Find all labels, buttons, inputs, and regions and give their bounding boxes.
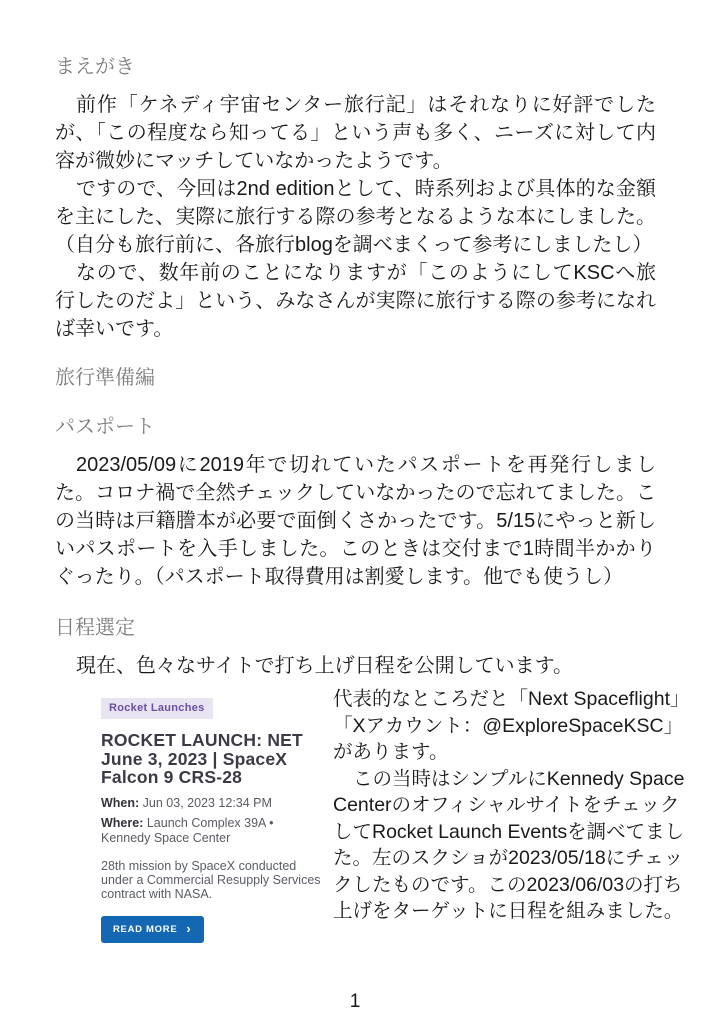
- preface-paragraph-1: 前作「ケネディ宇宙センター旅行記」はそれなりに好評でしたが、「この程度なら知ってる」という声も多く、ニーズに対して内容が微妙にマッチしていなかったようです。: [55, 94, 656, 172]
- preface-heading: まえがき: [55, 56, 135, 78]
- when-value: Jun 03, 2023 12:34 PM: [142, 795, 272, 810]
- schedule-text-column: [333, 686, 689, 925]
- schedule-media-row: [55, 686, 689, 974]
- where-value: Launch Complex 39A • Kennedy Space Center: [101, 815, 274, 845]
- schedule-heading: 日程選定: [55, 617, 135, 639]
- launch-where: [101, 816, 297, 846]
- passport-heading: パスポート: [55, 416, 155, 438]
- schedule-paragraph-1: 代表的なところだと「Next Spaceflight」「Xアカウント：@ExploreSpaceKSC」があります。: [333, 688, 684, 763]
- chevron-right-icon: ›: [186, 920, 192, 936]
- read-more-button[interactable]: [101, 916, 204, 943]
- page-number: 1: [349, 991, 361, 1012]
- preface-paragraph-3: なので、数年前のことになりますが「このようにしてKSCへ旅行したのだよ」という、みなさんが実際に旅行する際の参考になれば幸いです。: [55, 262, 656, 340]
- read-more-label: READ MORE: [113, 923, 178, 935]
- schedule-paragraph-2: この当時はシンプルにKennedy Space CenterのオフィシャルサイトをチェックしてRocket Launch Eventsを調べてました。左のスクショが2023/05/18にチェックしたものです。この2023/06/03の打ち上げをターゲットに日程を組みました。: [333, 767, 685, 922]
- rocket-launch-screenshot: [95, 686, 333, 974]
- rocket-launches-badge: Rocket Launches: [101, 698, 213, 719]
- where-label: Where:: [101, 815, 144, 830]
- trip-prep-heading: 旅行準備編: [55, 367, 155, 389]
- launch-description: 28th mission by SpaceX conducted under a Commercial Resupply Services contract with NASA.: [101, 858, 321, 901]
- schedule-intro: 現在、色々なサイトで打ち上げ日程を公開しています。: [76, 655, 573, 677]
- launch-when: [101, 796, 297, 811]
- preface-paragraph-2: ですので、今回は2nd editionとして、時系列および具体的な金額を主にした、実際に旅行する際の参考となるような本にしました。（自分も旅行前に、各旅行blogを調べまくって参考にしましたし）: [55, 178, 656, 256]
- passport-paragraph: 2023/05/09に2019年で切れていたパスポートを再発行しました。コロナ禍で全然チェックしていなかったので忘れてました。この当時は戸籍謄本が必要で面倒くさかったです。5/15にやっと新しいパスポートを入手しました。このときは交付まで1時間半かかりぐったり。（パスポート取得費用は割愛します。他でも使うし）: [55, 454, 656, 588]
- screenshot-column: [95, 686, 333, 974]
- launch-title: ROCKET LAUNCH: NET June 3, 2023 | SpaceX Falcon 9 CRS-28: [101, 730, 303, 787]
- when-label: When:: [101, 795, 140, 810]
- page-content: [55, 55, 689, 1013]
